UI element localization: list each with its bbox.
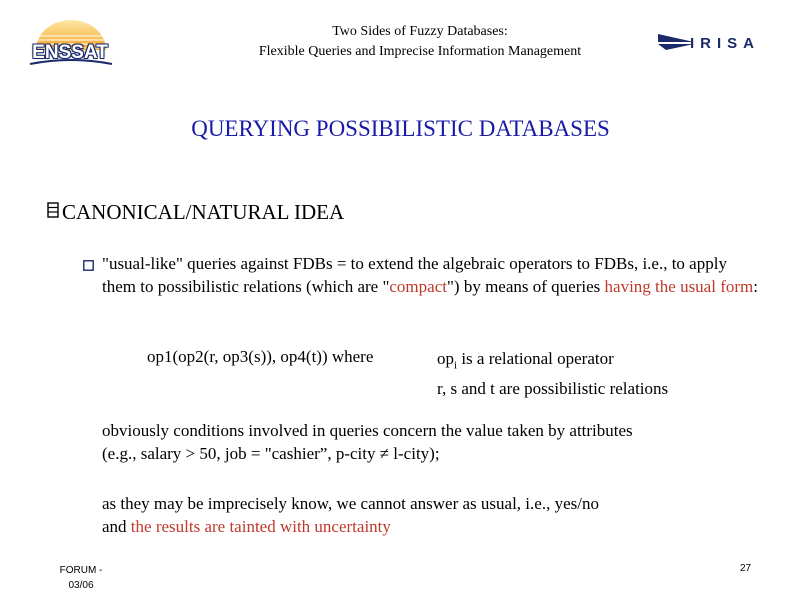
- page-number: 27: [740, 563, 752, 574]
- highlight-uncertainty: the results are tainted with uncertainty: [130, 517, 391, 536]
- slide-title: QUERYING POSSIBILISTIC DATABASES: [191, 116, 610, 141]
- formula-note-line1: $op_i$ is a relational operator: [437, 349, 614, 372]
- highlight-compact: compact: [389, 277, 447, 296]
- stacked-bullet-icon: [46, 201, 60, 219]
- paragraph-usual-like-queries: "usual-like" queries against FDBs = to extend the algebraic operators to FDBs, i.e., to apply them to possibilistic relations (which are "compact") by means of queries having the usual form:: [102, 254, 758, 296]
- query-formula: op1(op2(r, op3(s)), op4(t)) where: [147, 347, 374, 366]
- header-title-line2: Flexible Queries and Imprecise Information Management: [258, 44, 582, 59]
- irisa-logo-text: IRISA: [690, 35, 761, 52]
- footer-event: FORUM - 03/06: [59, 565, 103, 591]
- square-bullet-icon: [83, 258, 94, 269]
- formula-note-line2: r, s and t are possibilistic relations: [437, 379, 669, 399]
- paragraph-conditions: obviously conditions involved in queries concern the value taken by attributes (e.g., salary > 50, job = "cashier”, p-city ≠ l-city);: [102, 421, 633, 463]
- section-heading: CANONICAL/NATURAL IDEA: [62, 200, 345, 224]
- enssat-logo-text: ENSSAT: [32, 42, 108, 63]
- header-title-line1: Two Sides of Fuzzy Databases:: [332, 24, 508, 39]
- highlight-usual-form: having the usual form: [604, 277, 754, 296]
- paragraph-imprecise: as they may be imprecisely know, we cannot answer as usual, i.e., yes/no and the results are tainted with uncertainty: [102, 494, 599, 536]
- formula-note: [437, 347, 668, 401]
- header-title: [140, 22, 700, 62]
